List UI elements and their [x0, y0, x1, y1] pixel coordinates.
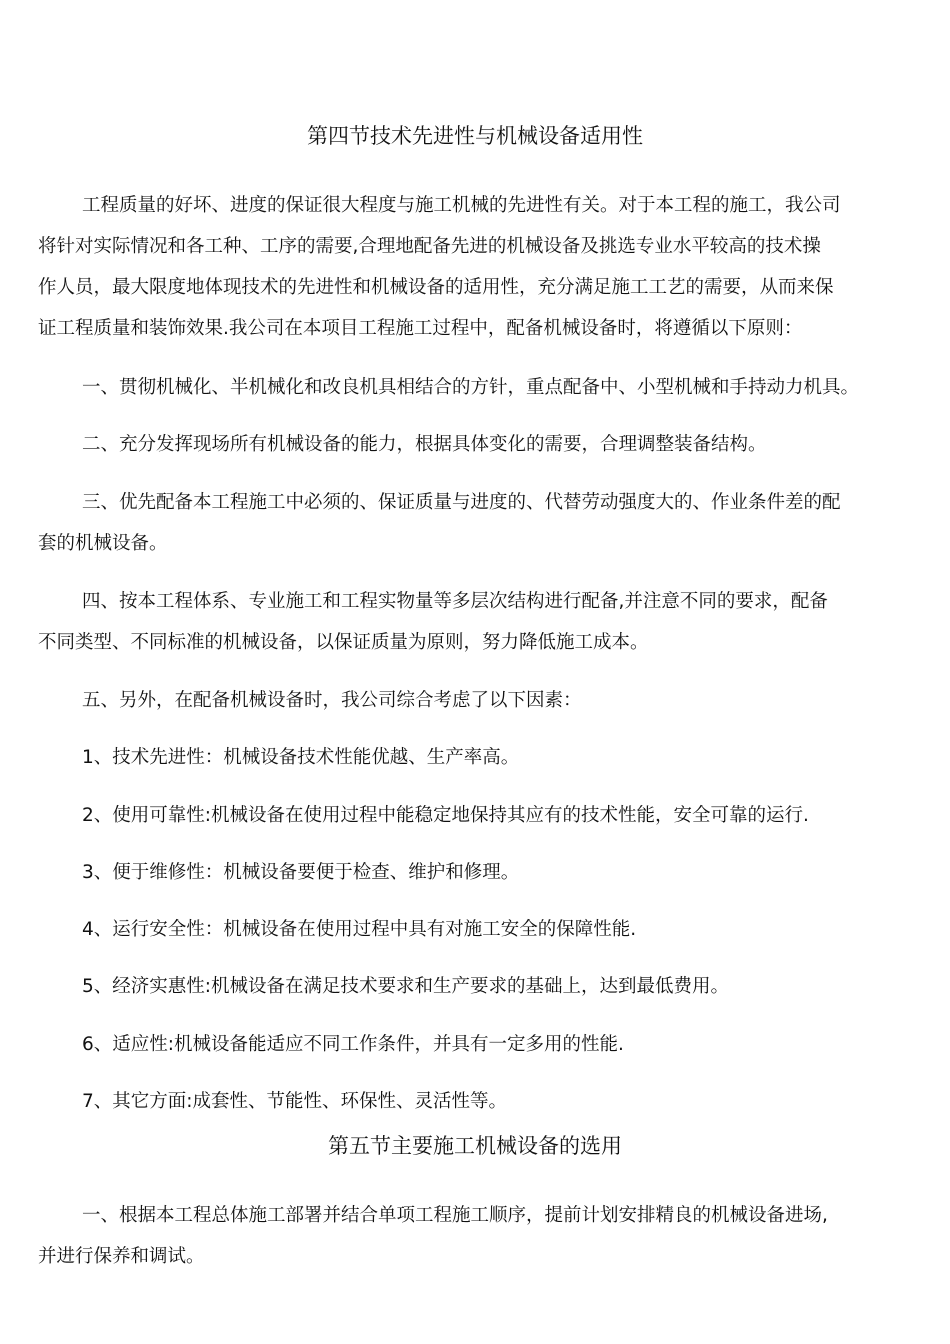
section-4-title: 第四节技术先进性与机械设备适用性	[307, 124, 643, 148]
paragraph-line: 套的机械设备。	[38, 533, 168, 554]
paragraph-line: 证工程质量和装饰效果.我公司在本项目工程施工过程中，配备机械设备时，将遵循以下原则：	[38, 318, 803, 339]
list-item: 3、便于维修性：机械设备要便于检查、维护和修理。	[82, 862, 520, 883]
paragraph-line: 二、充分发挥现场所有机械设备的能力，根据具体变化的需要，合理调整装备结构。	[82, 434, 767, 455]
paragraph-line: 作人员，最大限度地体现技术的先进性和机械设备的适用性，充分满足施工工艺的需要，从而来保	[38, 277, 834, 298]
paragraph-line: 不同类型、不同标准的机械设备，以保证质量为原则，努力降低施工成本。	[38, 632, 649, 653]
paragraph-line: 工程质量的好坏、进度的保证很大程度与施工机械的先进性有关。对于本工程的施工，我公司	[82, 195, 841, 216]
list-item: 1、技术先进性：机械设备技术性能优越、生产率高。	[82, 747, 520, 768]
list-item: 2、使用可靠性:机械设备在使用过程中能稳定地保持其应有的技术性能，安全可靠的运行.	[82, 805, 809, 826]
list-item: 7、其它方面:成套性、节能性、环保性、灵活性等。	[82, 1091, 508, 1112]
paragraph-line: 五、另外，在配备机械设备时，我公司综合考虑了以下因素：	[82, 690, 582, 711]
paragraph-line: 将针对实际情况和各工种、工序的需要,合理地配备先进的机械设备及挑选专业水平较高的技术操	[38, 236, 821, 257]
list-item: 5、经济实惠性:机械设备在满足技术要求和生产要求的基础上，达到最低费用。	[82, 976, 730, 997]
list-item: 6、适应性:机械设备能适应不同工作条件，并具有一定多用的性能.	[82, 1034, 624, 1055]
list-item: 4、运行安全性：机械设备在使用过程中具有对施工安全的保障性能.	[82, 919, 637, 940]
paragraph-line: 并进行保养和调试。	[38, 1246, 205, 1267]
paragraph-line: 一、贯彻机械化、半机械化和改良机具相结合的方针，重点配备中、小型机械和手持动力机具。	[82, 377, 860, 398]
paragraph-line: 三、优先配备本工程施工中必须的、保证质量与进度的、代替劳动强度大的、作业条件差的配	[82, 492, 841, 513]
section-5-title: 第五节主要施工机械设备的选用	[328, 1134, 622, 1158]
paragraph-line: 一、根据本工程总体施工部署并结合单项工程施工顺序，提前计划安排精良的机械设备进场,	[82, 1205, 828, 1226]
paragraph-line: 四、按本工程体系、专业施工和工程实物量等多层次结构进行配备,并注意不同的要求，配备	[82, 591, 828, 612]
